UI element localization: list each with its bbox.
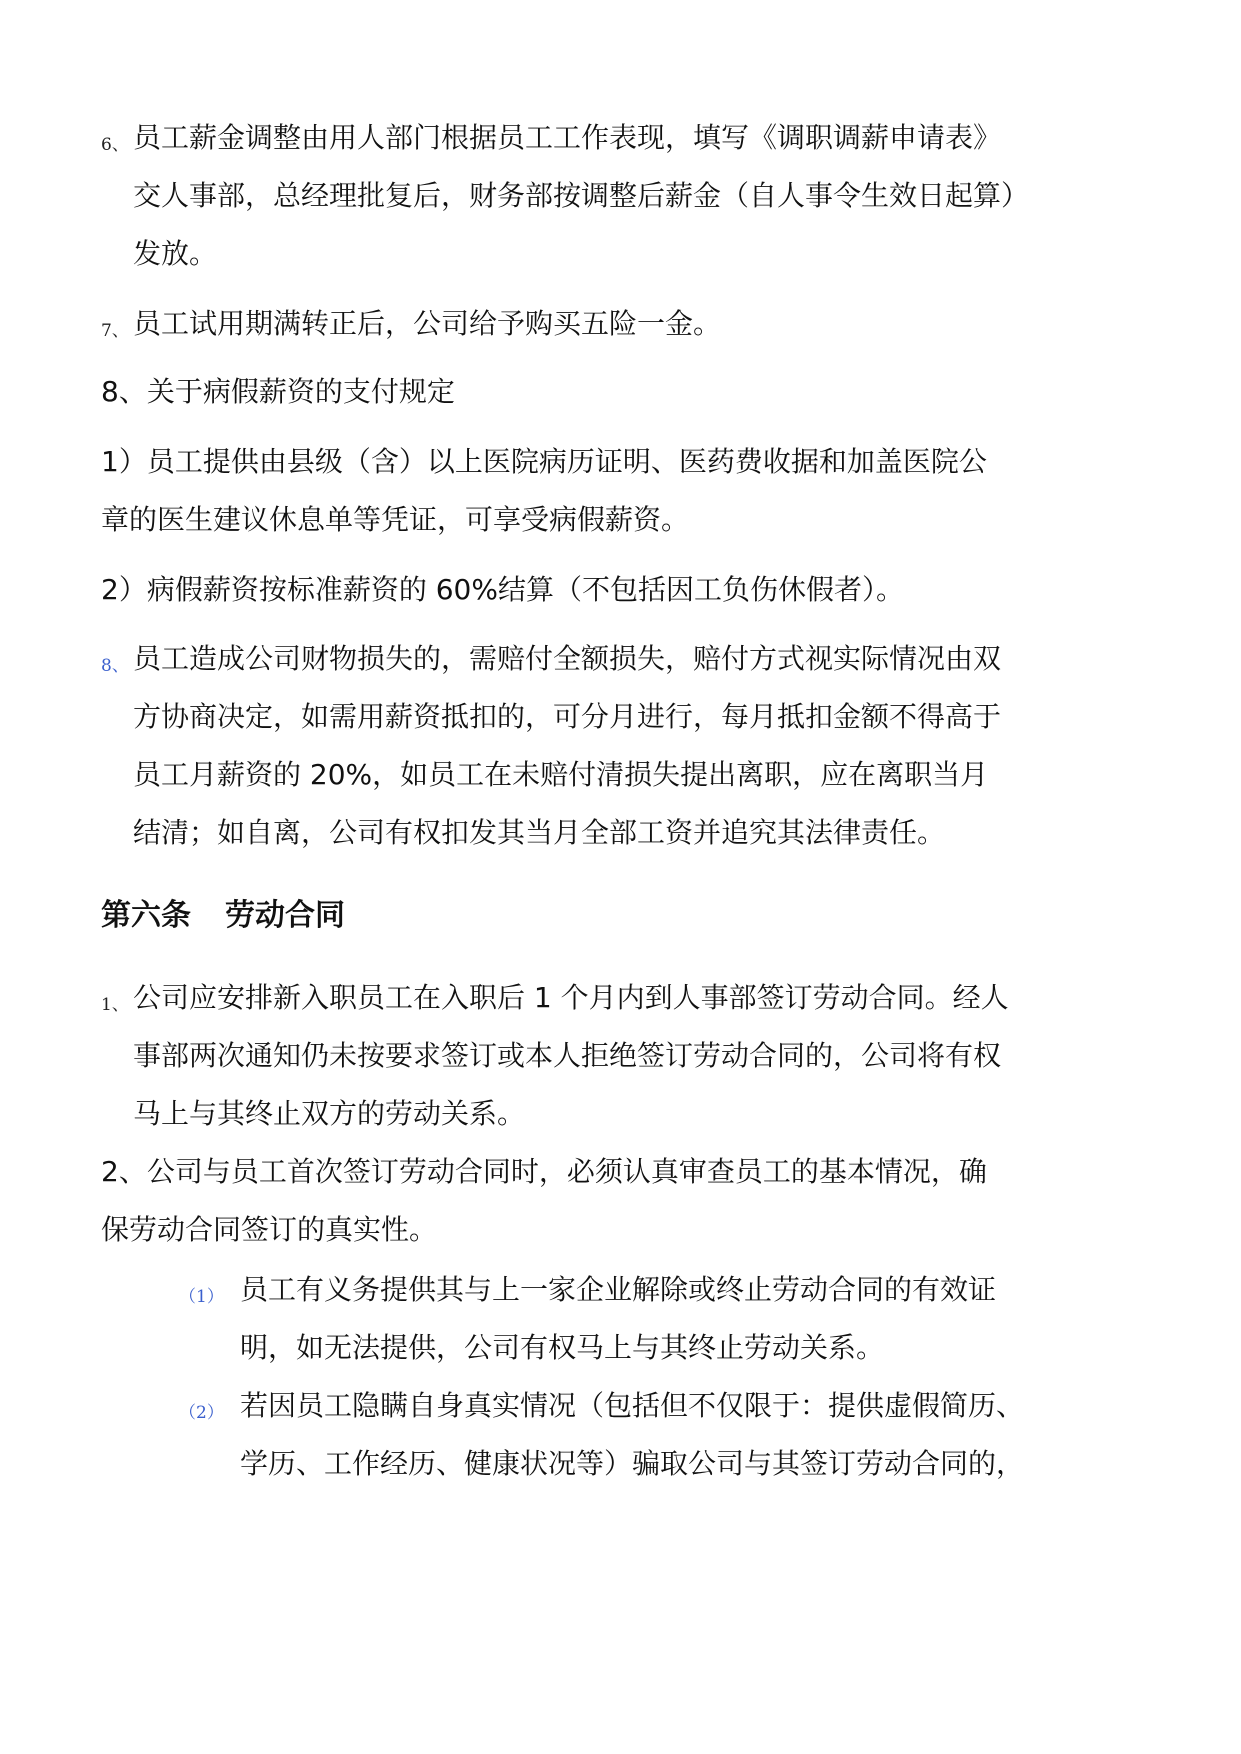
sick-leave-sub-2: 2）病假薪资按标准薪资的 60%结算（不包括因工负伤休假者）。 [101, 573, 904, 606]
contract-item-2-line-1: 2、公司与员工首次签订劳动合同时，必须认真审查员工的基本情况，确 [101, 1155, 987, 1188]
item-7-text: 员工试用期满转正后，公司给予购买五险一金。 [133, 307, 722, 340]
contract-sub-2-line-1: 若因员工隐瞒自身真实情况（包括但不仅限于：提供虚假简历、 [240, 1389, 1025, 1422]
section-title: 劳动合同 [225, 898, 345, 933]
contract-item-1-line-3: 马上与其终止双方的劳动关系。 [133, 1097, 526, 1130]
item-8b-number: 8、 [101, 656, 129, 676]
contract-sub-1-number: （1） [179, 1287, 224, 1307]
item-8-sick-leave-heading: 8、关于病假薪资的支付规定 [101, 375, 455, 408]
sick-leave-sub-1-line-2: 章的医生建议休息单等凭证，可享受病假薪资。 [101, 503, 690, 536]
item-6-number: 6、 [101, 135, 129, 155]
item-8b-line-3: 员工月薪资的 20%，如员工在未赔付清损失提出离职，应在离职当月 [133, 758, 989, 791]
contract-sub-2-line-2: 学历、工作经历、健康状况等）骗取公司与其签订劳动合同的， [240, 1447, 1025, 1480]
section-label: 第六条 [101, 898, 191, 933]
item-6-line-1: 员工薪金调整由用人部门根据员工工作表现，填写《调职调薪申请表》 [133, 121, 1002, 154]
item-7-number: 7、 [101, 321, 129, 341]
item-8b-line-1: 员工造成公司财物损失的，需赔付全额损失，赔付方式视实际情况由双 [133, 642, 1002, 675]
contract-sub-1-line-2: 明，如无法提供，公司有权马上与其终止劳动关系。 [240, 1331, 885, 1364]
item-8b-line-2: 方协商决定，如需用薪资抵扣的，可分月进行，每月抵扣金额不得高于 [133, 700, 1002, 733]
contract-sub-1-line-1: 员工有义务提供其与上一家企业解除或终止劳动合同的有效证 [240, 1273, 997, 1306]
contract-item-2-line-2: 保劳动合同签订的真实性。 [101, 1213, 438, 1246]
item-8b-line-4: 结清；如自离，公司有权扣发其当月全部工资并追究其法律责任。 [133, 816, 946, 849]
sick-leave-sub-1-line-1: 1）员工提供由县级（含）以上医院病历证明、医药费收据和加盖医院公 [101, 445, 987, 478]
contract-item-1-number: 1、 [101, 995, 129, 1015]
item-6-line-3: 发放。 [133, 237, 218, 270]
section-heading [101, 884, 345, 948]
contract-sub-2-number: （2） [179, 1403, 224, 1423]
contract-item-1-line-2: 事部两次通知仍未按要求签订或本人拒绝签订劳动合同的，公司将有权 [133, 1039, 1002, 1072]
item-6-line-2: 交人事部，总经理批复后，财务部按调整后薪金（自人事令生效日起算） [133, 179, 1030, 212]
contract-item-1-line-1: 公司应安排新入职员工在入职后 1 个月内到人事部签订劳动合同。经人 [133, 981, 1009, 1014]
